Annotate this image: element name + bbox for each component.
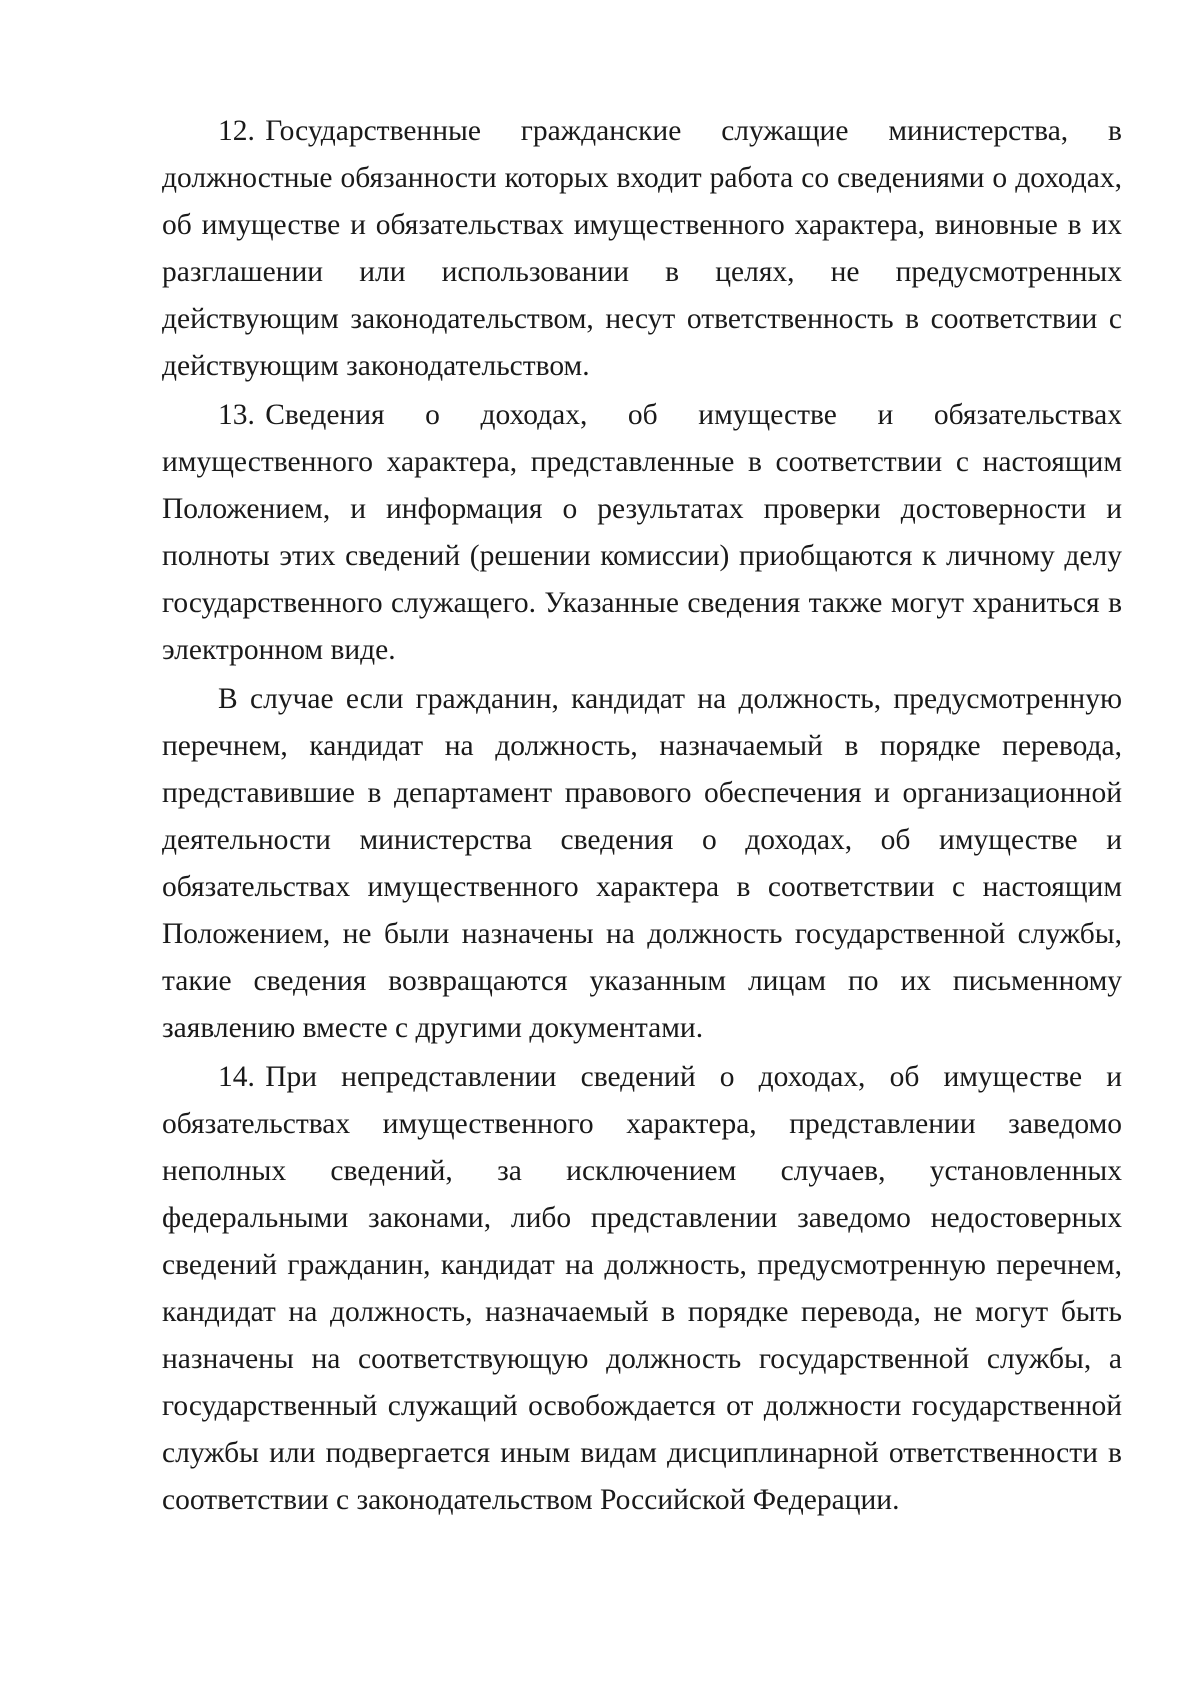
paragraph-14	[162, 1054, 1122, 1524]
paragraph-text: Государственные гражданские служащие министерства, в должностные обязанности которых входит работа со сведениями о доходах, об имуществе и обязательствах имущественного характера, виновные в их разглашении или использовании в целях, не предусмотренных действующим законодательством, несут ответственность в соответствии с действующим законодательством.	[162, 115, 1122, 382]
document-body	[162, 108, 1122, 1524]
paragraph-text: В случае если гражданин, кандидат на должность, предусмотренную перечнем, кандидат на должность, назначаемый в порядке перевода, представившие в департамент правового обеспечения и организационной деятельности министерства сведения о доходах, об имуществе и обязательствах имущественного характера в соответствии с настоящим Положением, не были назначены на должность государственной службы, такие сведения возвращаются указанным лицам по их письменному заявлению вместе с другими документами.	[162, 683, 1122, 1044]
paragraph-text: Сведения о доходах, об имуществе и обязательствах имущественного характера, представленные в соответствии с настоящим Положением, и информация о результатах проверки достоверности и полноты этих сведений (решении комиссии) приобщаются к личному делу государственного служащего. Указанные сведения также могут храниться в электронном виде.	[162, 399, 1122, 666]
paragraph-number: 13.	[218, 399, 255, 431]
paragraph-text: При непредставлении сведений о доходах, об имуществе и обязательствах имущественного характера, представлении заведомо неполных сведений, за исключением случаев, установленных федеральными законами, либо представлении заведомо недостоверных сведений гражданин, кандидат на должность, предусмотренную перечнем, кандидат на должность, назначаемый в порядке перевода, не могут быть назначены на соответствующую должность государственной службы, а государственный служащий освобождается от должности государственной службы или подвергается иным видам дисциплинарной ответственности в соответствии с законодательством Российской Федерации.	[162, 1061, 1122, 1516]
paragraph-13-continuation	[162, 676, 1122, 1052]
paragraph-number: 12.	[218, 115, 255, 147]
paragraph-12	[162, 108, 1122, 390]
paragraph-13	[162, 392, 1122, 674]
paragraph-number: 14.	[218, 1061, 255, 1093]
